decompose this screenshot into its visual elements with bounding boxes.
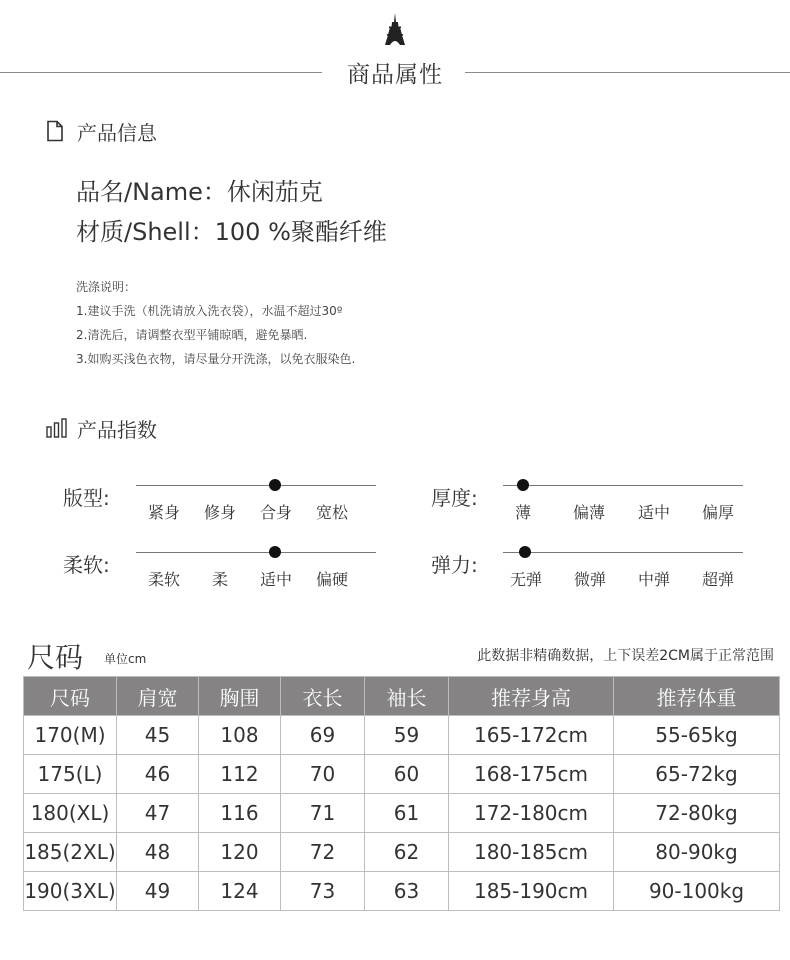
page-title: 商品属性 [347, 62, 443, 88]
table-cell: 62 [365, 833, 449, 872]
table-cell: 80-90kg [614, 833, 780, 872]
table-row [24, 833, 780, 872]
care-line: 2.清洗后，请调整衣型平铺晾晒，避免暴晒. [76, 328, 308, 342]
table-cell: 59 [365, 716, 449, 755]
column-header: 衣长 [281, 677, 365, 716]
table-cell: 190(3XL) [24, 872, 117, 911]
scale-line-fit [136, 485, 376, 486]
scale-option-elasticity: 无弹 [509, 570, 542, 589]
table-cell: 180-185cm [449, 833, 614, 872]
size-table [23, 676, 780, 911]
scale-marker-fit [269, 479, 281, 491]
product-index-heading: 产品指数 [77, 418, 157, 442]
table-row [24, 872, 780, 911]
table-cell: 60 [365, 755, 449, 794]
care-line: 1.建议手洗（机洗请放入洗衣袋），水温不超过30º [76, 304, 343, 318]
table-cell: 72-80kg [614, 794, 780, 833]
care-title: 洗涤说明： [76, 280, 137, 294]
scale-line-elasticity [503, 552, 743, 553]
table-cell: 71 [281, 794, 365, 833]
scale-option-elasticity: 中弹 [637, 570, 670, 589]
table-cell: 185-190cm [449, 872, 614, 911]
table-cell: 47 [117, 794, 199, 833]
table-cell: 73 [281, 872, 365, 911]
table-cell: 124 [199, 872, 281, 911]
column-header: 袖长 [365, 677, 449, 716]
size-table-header-row [24, 677, 780, 716]
scale-option-softness: 偏硬 [315, 570, 348, 589]
care-line: 3.如购买浅色衣物，请尽量分开洗涤，以免衣服染色. [76, 352, 356, 366]
table-cell: 65-72kg [614, 755, 780, 794]
header-line-right [465, 72, 790, 73]
scale-marker-thickness [517, 479, 529, 491]
scale-option-softness: 适中 [259, 570, 292, 589]
scale-line-thickness [503, 485, 743, 486]
scale-label-fit: 版型: [63, 486, 110, 510]
table-cell: 61 [365, 794, 449, 833]
document-icon [45, 120, 65, 142]
product-shell-line: 材质/Shell：100 %聚酯纤维 [76, 218, 387, 246]
table-cell: 175(L) [24, 755, 117, 794]
product-info-heading: 产品信息 [77, 121, 157, 145]
column-header: 肩宽 [117, 677, 199, 716]
scale-label-softness: 柔软: [63, 553, 110, 577]
scale-option-fit: 合身 [259, 503, 292, 522]
table-cell: 55-65kg [614, 716, 780, 755]
scale-option-thickness: 偏厚 [701, 503, 734, 522]
table-cell: 49 [117, 872, 199, 911]
table-cell: 69 [281, 716, 365, 755]
scale-option-fit: 修身 [203, 503, 236, 522]
table-cell: 116 [199, 794, 281, 833]
table-cell: 90-100kg [614, 872, 780, 911]
table-cell: 112 [199, 755, 281, 794]
eiffel-tower-icon [383, 13, 407, 45]
table-row [24, 716, 780, 755]
scale-option-elasticity: 微弹 [573, 570, 606, 589]
size-chart-unit: 单位cm [104, 652, 147, 666]
scale-option-thickness: 薄 [514, 503, 531, 522]
table-cell: 180(XL) [24, 794, 117, 833]
table-cell: 48 [117, 833, 199, 872]
scale-option-elasticity: 超弹 [701, 570, 734, 589]
scale-option-softness: 柔 [211, 570, 228, 589]
table-cell: 168-175cm [449, 755, 614, 794]
scale-option-thickness: 适中 [637, 503, 670, 522]
scale-option-thickness: 偏薄 [572, 503, 605, 522]
table-row [24, 794, 780, 833]
column-header: 胸围 [199, 677, 281, 716]
column-header: 推荐身高 [449, 677, 614, 716]
table-cell: 120 [199, 833, 281, 872]
scale-option-fit: 紧身 [147, 503, 180, 522]
table-row [24, 755, 780, 794]
size-chart-title: 尺码 [27, 641, 84, 674]
header-line-left [0, 72, 322, 73]
scale-option-fit: 宽松 [315, 503, 348, 522]
scale-label-thickness: 厚度: [431, 486, 478, 510]
table-cell: 70 [281, 755, 365, 794]
scale-line-softness [136, 552, 376, 553]
size-chart-note: 此数据非精确数据，上下误差2CM属于正常范围 [477, 648, 774, 664]
table-cell: 108 [199, 716, 281, 755]
scale-marker-softness [269, 546, 281, 558]
table-cell: 172-180cm [449, 794, 614, 833]
scale-option-softness: 柔软 [147, 570, 180, 589]
product-name-line: 品名/Name：休闲茄克 [76, 178, 323, 206]
column-header: 推荐体重 [614, 677, 780, 716]
bar-chart-icon [46, 418, 68, 438]
table-cell: 170(M) [24, 716, 117, 755]
table-cell: 46 [117, 755, 199, 794]
scale-label-elasticity: 弹力: [431, 553, 478, 577]
table-cell: 45 [117, 716, 199, 755]
table-cell: 63 [365, 872, 449, 911]
table-cell: 165-172cm [449, 716, 614, 755]
scale-marker-elasticity [519, 546, 531, 558]
table-cell: 185(2XL) [24, 833, 117, 872]
column-header: 尺码 [24, 677, 117, 716]
table-cell: 72 [281, 833, 365, 872]
